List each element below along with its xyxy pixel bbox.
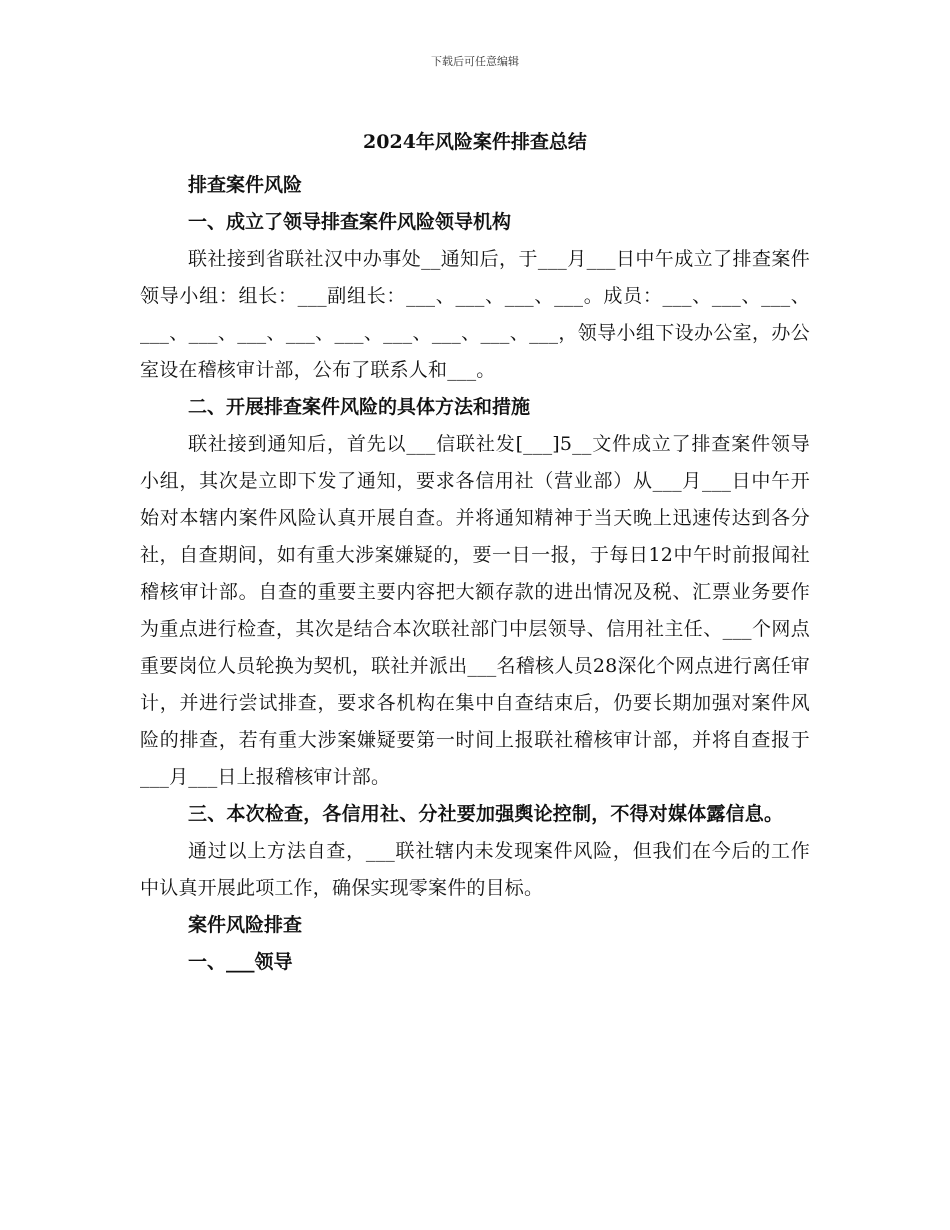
section-heading-5: 案件风险排查 (188, 914, 303, 936)
page-header: 下载后可任意编辑 (431, 55, 519, 68)
paragraph-3: 通过以上方法自查，___联社辖内未发现案件风险，但我们在今后的工作中认真开展此项工作，确保实现零案件的目标。 (140, 840, 810, 899)
section-heading-6: 一、___领导 (188, 951, 293, 973)
paragraph-2: 联社接到通知后，首先以___信联社发[___]5__文件成立了排查案件领导小组，其次是立即下发了通知，要求各信用社（营业部）从___月___日中午开始对本辖内案件风险认真开展自查。并将通知精神于当天晚上迅速传达到各分社，自查期间，如有重大涉案嫌疑的，要一日一报，于每日12中午时前报闻社稽核审计部。自查的重要主要内容把大额存款的进出情况及税、汇票业务要作为重点进行检查，其次是结合本次联社部门中层领导、信用社主任、___个网点重要岗位人员轮换为契机，联社并派出___名稽核人员28深化个网点进行离任审计，并进行尝试排查，要求各机构在集中自查结束后，仍要长期加强对案件风险的排查，若有重大涉案嫌疑要第一时间上报联社稽核审计部，并将自查报于___月___日上报稽核审计部。 (140, 433, 810, 788)
section-heading-3: 二、开展排查案件风险的具体方法和措施 (188, 396, 531, 418)
paragraph-1: 联社接到省联社汉中办事处__通知后，于___月___日中午成立了排查案件领导小组：组长：___副组长：___、___、___、___。成员：___、___、___、___、___、___、___、___、___、___、___、___，领导小组下设办公室，办公室设在稽核审计部，公布了联系人和___。 (140, 248, 810, 381)
document-title: 2024年风险案件排查总结 (363, 131, 587, 153)
section-heading-2: 一、成立了领导排查案件风险领导机构 (188, 211, 512, 233)
section-heading-1: 排查案件风险 (188, 174, 303, 196)
document-body (140, 167, 810, 981)
section-heading-4: 三、本次检查，各信用社、分社要加强舆论控制，不得对媒体露信息。 (188, 803, 784, 825)
